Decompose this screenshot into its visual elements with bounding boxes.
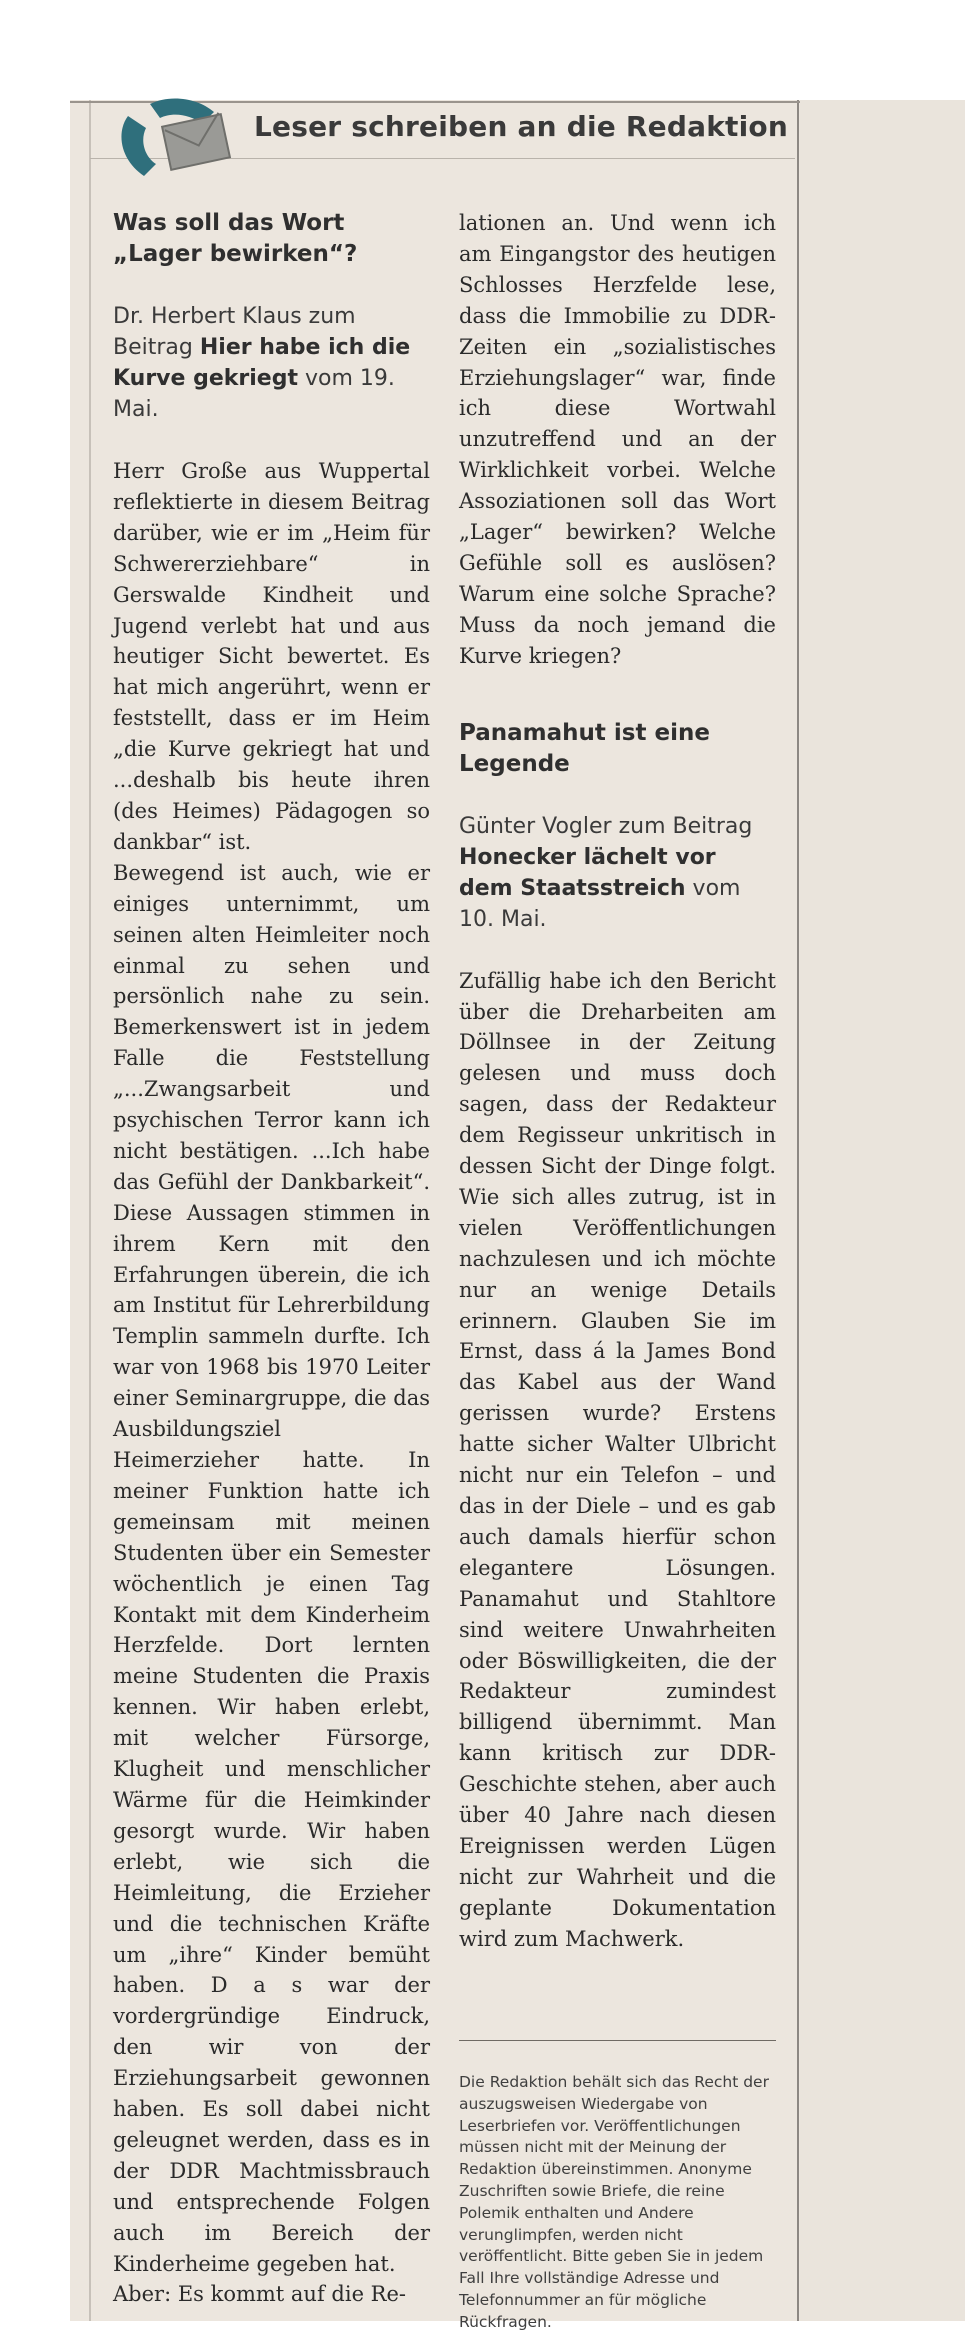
clipping-margin: [800, 100, 965, 2321]
author-intro: Günter Vogler zum Beitrag: [459, 813, 753, 839]
letter-paragraph-continued: lationen an. Und wenn ich am Eingangstor des heutigen Schlosses Herzfelde lese, dass die Immobilie zu DDR-Zeiten ein „sozialistisches Erziehungslager“ war, finde ich diese Wortwahl unzutreffend und an der Wirklichkeit vorbei. Welche Assoziationen soll das Wort „Lager“ bewirken? Welche Gefühle soll es auslösen? Warum eine solche Sprache? Muss da noch jemand die Kurve kriegen?: [459, 211, 776, 668]
letter-column-left: [113, 208, 430, 2310]
right-column-rule: [797, 100, 799, 2321]
article-date: vom 19. Mai.: [113, 366, 395, 422]
article-title: Honecker lächelt vor dem Staatsstreich: [459, 844, 716, 901]
letter-byline: [113, 301, 430, 425]
author-intro: Dr. Herbert Klaus zum Beitrag: [113, 304, 356, 360]
note-divider: [459, 2040, 776, 2041]
letter-paragraph: Aber: Es kommt auf die Re-: [113, 2282, 407, 2307]
letter-headline: Was soll das Wort „Lager bewirken“?: [113, 210, 358, 267]
letter-byline: [459, 811, 776, 935]
telephone-envelope-icon: [110, 96, 240, 184]
letter-headline: Panamahut ist eine Legende: [459, 719, 710, 777]
editorial-note: Die Redaktion behält sich das Recht der auszugsweisen Wiedergabe von Leserbriefen vor. Veröffentlichungen müssen nicht mit der Meinung der Redaktion übereinstimmen. Anonyme Zuschriften sowie Briefe, die reine Polemik enthalten und Andere verunglimpfen, werden nicht veröffentlicht. Bitte geben Sie in jedem Fall Ihre vollständige Adresse und Telefonnummer an für mögliche Rückfragen.: [459, 2073, 769, 2331]
letter-paragraph: Herr Große aus Wuppertal reflektierte in diesem Beitrag darüber, wie er im „Heim für Schwererziehbare“ in Gerswalde Kindheit und Jugend verlebt hat und aus heutiger Sicht bewertet. Es hat mich angerührt, wenn er feststellt, dass er im Heim „die Kurve gekriegt hat und ...deshalb bis heute ihren (des Heimes) Pädagogen so dankbar“ ist.: [113, 459, 430, 854]
section-title: Leser schreiben an die Redaktion: [254, 110, 788, 143]
article-title: Hier habe ich die Kurve gekriegt: [113, 335, 411, 391]
article-date: vom 10. Mai.: [459, 875, 741, 932]
letter-column-right: [459, 208, 776, 1955]
letter-paragraph: Zufällig habe ich den Bericht über die Dreharbeiten am Döllnsee in der Zeitung gelesen und muss doch sagen, dass der Redakteur dem Regisseur unkritisch in dessen Sicht der Dinge folgt. Wie sich alles zutrug, ist in vielen Veröffentlichungen nachzulesen und ich möchte nur an wenige Details erinnern. Glauben Sie im Ernst, dass á la James Bond das Kabel aus der Wand gerissen wurde? Erstens hatte sicher Walter Ulbricht nicht nur ein Telefon – und das in der Diele – und es gab auch damals hierfür schon elegantere Lösungen. Panamahut und Stahltore sind weitere Unwahrheiten oder Böswilligkeiten, die der Redakteur zumindest billigend übernimmt. Man kann kritisch zur DDR-Geschichte stehen, aber auch über 40 Jahre nach diesen Ereignissen werden Lügen nicht zur Wahrheit und die geplante Dokumentation wird zum Machwerk.: [459, 968, 776, 1951]
letter-paragraph: Bewegend ist auch, wie er einiges unternimmt, um seinen alten Heimleiter noch einmal zu sehen und persönlich nahe zu sein. Bemerkenswert ist in jedem Falle die Feststellung „...Zwangsarbeit und psychischen Terror kann ich nicht bestätigen. ...Ich habe das Gefühl der Dankbarkeit“. Diese Aussagen stimmen in ihrem Kern mit den Erfahrungen überein, die ich am Institut für Lehrerbildung Templin sammeln durfte. Ich war von 1968 bis 1970 Leiter einer Seminargruppe, die das Ausbildungsziel Heimerzieher hatte. In meiner Funktion hatte ich gemeinsam mit meinen Studenten über ein Semester wöchentlich je einen Tag Kontakt mit dem Kinderheim Herzfelde. Dort lernten meine Studenten die Praxis kennen. Wir haben erlebt, mit welcher Fürsorge, Klugheit und menschlicher Wärme für die Heimkinder gesorgt wurde. Wir haben erlebt, wie sich die Heimleitung, die Erzieher und die technischen Kräfte um „ihre“ Kinder bemüht haben. D a s war der vordergründige Eindruck, den wir von der Erziehungsarbeit gewonnen haben. Es soll dabei nicht geleugnet werden, dass es in der DDR Machtmissbrauch und entsprechende Folgen auch im Bereich der Kinderheime gegeben hat.: [113, 860, 431, 2276]
left-column-rule: [89, 100, 91, 2321]
